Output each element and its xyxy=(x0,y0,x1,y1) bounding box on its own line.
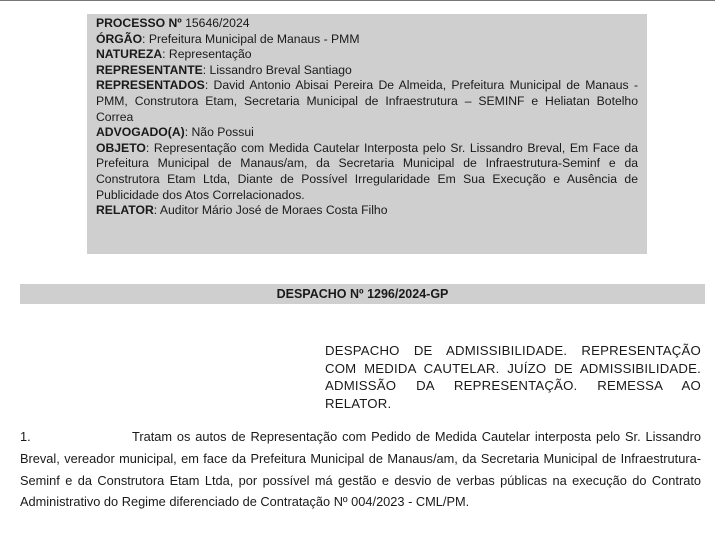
paragraph-1 xyxy=(20,426,701,513)
orgao-value: Prefeitura Municipal de Manaus - PMM xyxy=(148,31,360,46)
advogado-line: ADVOGADO(A): Não Possui xyxy=(96,125,254,140)
paragraph-text: Tratam os autos de Representação com Pedido de Medida Cautelar interposta pelo Sr. Lissandro Breval, vereador municipal, em face da Prefeitura Municipal de Manaus/am, da Secretaria Municipal de Infraestrutura- Seminf e da Construtora Etam Ltda, por possível má gestão e desvio de verbas públicas na execução do Contrato Administrativo do Regime diferenciado de Contratação Nº 004/2023 - CML/PM. xyxy=(20,429,701,510)
natureza-line: NATUREZA: Representação xyxy=(96,47,252,62)
cut-off-text-fragment xyxy=(20,532,701,539)
objeto-value: Representação com Medida Cautelar Interposta pelo Sr. Lissandro Breval, Em Face da Prefeitura Municipal de Manaus/am, da Secretaria Municipal de Infraestrutura-Seminf e da Construtora Etam Ltda, Diante de Possível Irregularidade Em Sua Execução e Ausência de Publicidade dos Atos Correlacionados. xyxy=(96,140,638,202)
objeto-line: OBJETO: Representação com Medida Cautelar Interposta pelo Sr. Lissandro Breval, Em Face da Prefeitura Municipal de Manaus/am, da Secretaria Municipal de Infraestrutura-Seminf e da Construtora Etam Ltda, Diante de Possível Irregularidade Em Sua Execução e Ausência de Publicidade dos Atos Correlacionados. xyxy=(96,140,638,202)
processo-label: PROCESSO Nº xyxy=(96,16,182,30)
processo-line xyxy=(96,16,638,32)
ementa: DESPACHO DE ADMISSIBILIDADE. REPRESENTAÇÃO COM MEDIDA CAUTELAR. JUÍZO DE ADMISSIBILIDADE. ADMISSÃO DA REPRESENTAÇÃO. REMESSA AO RELATOR. xyxy=(325,343,701,411)
advogado-value: Não Possui xyxy=(191,125,254,140)
representante-value: Lissandro Breval Santiago xyxy=(209,62,352,77)
natureza-value: Representação xyxy=(168,47,252,62)
advogado-label: ADVOGADO(A) xyxy=(96,125,185,140)
natureza-label: NATUREZA xyxy=(96,47,163,62)
despacho-title: DESPACHO Nº 1296/2024-GP xyxy=(20,284,705,304)
orgao-label: ÓRGÃO xyxy=(96,31,143,46)
paragraph-number: 1. xyxy=(20,429,31,444)
representados-line: REPRESENTADOS: David Antonio Abisai Pereira De Almeida, Prefeitura Municipal de Manaus - PMM, Construtora Etam, Secretaria Municipal de Infraestrutura – SEMINF e Heliatan Botelho Correa xyxy=(96,78,638,124)
top-rule xyxy=(0,0,715,1)
objeto-label: OBJETO xyxy=(96,140,146,155)
representados-label: REPRESENTADOS xyxy=(96,78,205,93)
process-info-box xyxy=(87,14,647,254)
representante-line: REPRESENTANTE: Lissandro Breval Santiago xyxy=(96,62,352,77)
relator-line: RELATOR: Auditor Mário José de Moraes Costa Filho xyxy=(96,203,388,218)
orgao-line: ÓRGÃO: Prefeitura Municipal de Manaus - PMM xyxy=(96,31,360,46)
relator-value: Auditor Mário José de Moraes Costa Filho xyxy=(159,203,388,218)
representados-value: David Antonio Abisai Pereira De Almeida, Prefeitura Municipal de Manaus - PMM, Construtora Etam, Secretaria Municipal de Infraestrutura – SEMINF e Heliatan Botelho Correa xyxy=(96,78,638,124)
representante-label: REPRESENTANTE xyxy=(96,62,203,77)
relator-label: RELATOR xyxy=(96,203,154,218)
processo-value: 15646/2024 xyxy=(185,16,250,30)
